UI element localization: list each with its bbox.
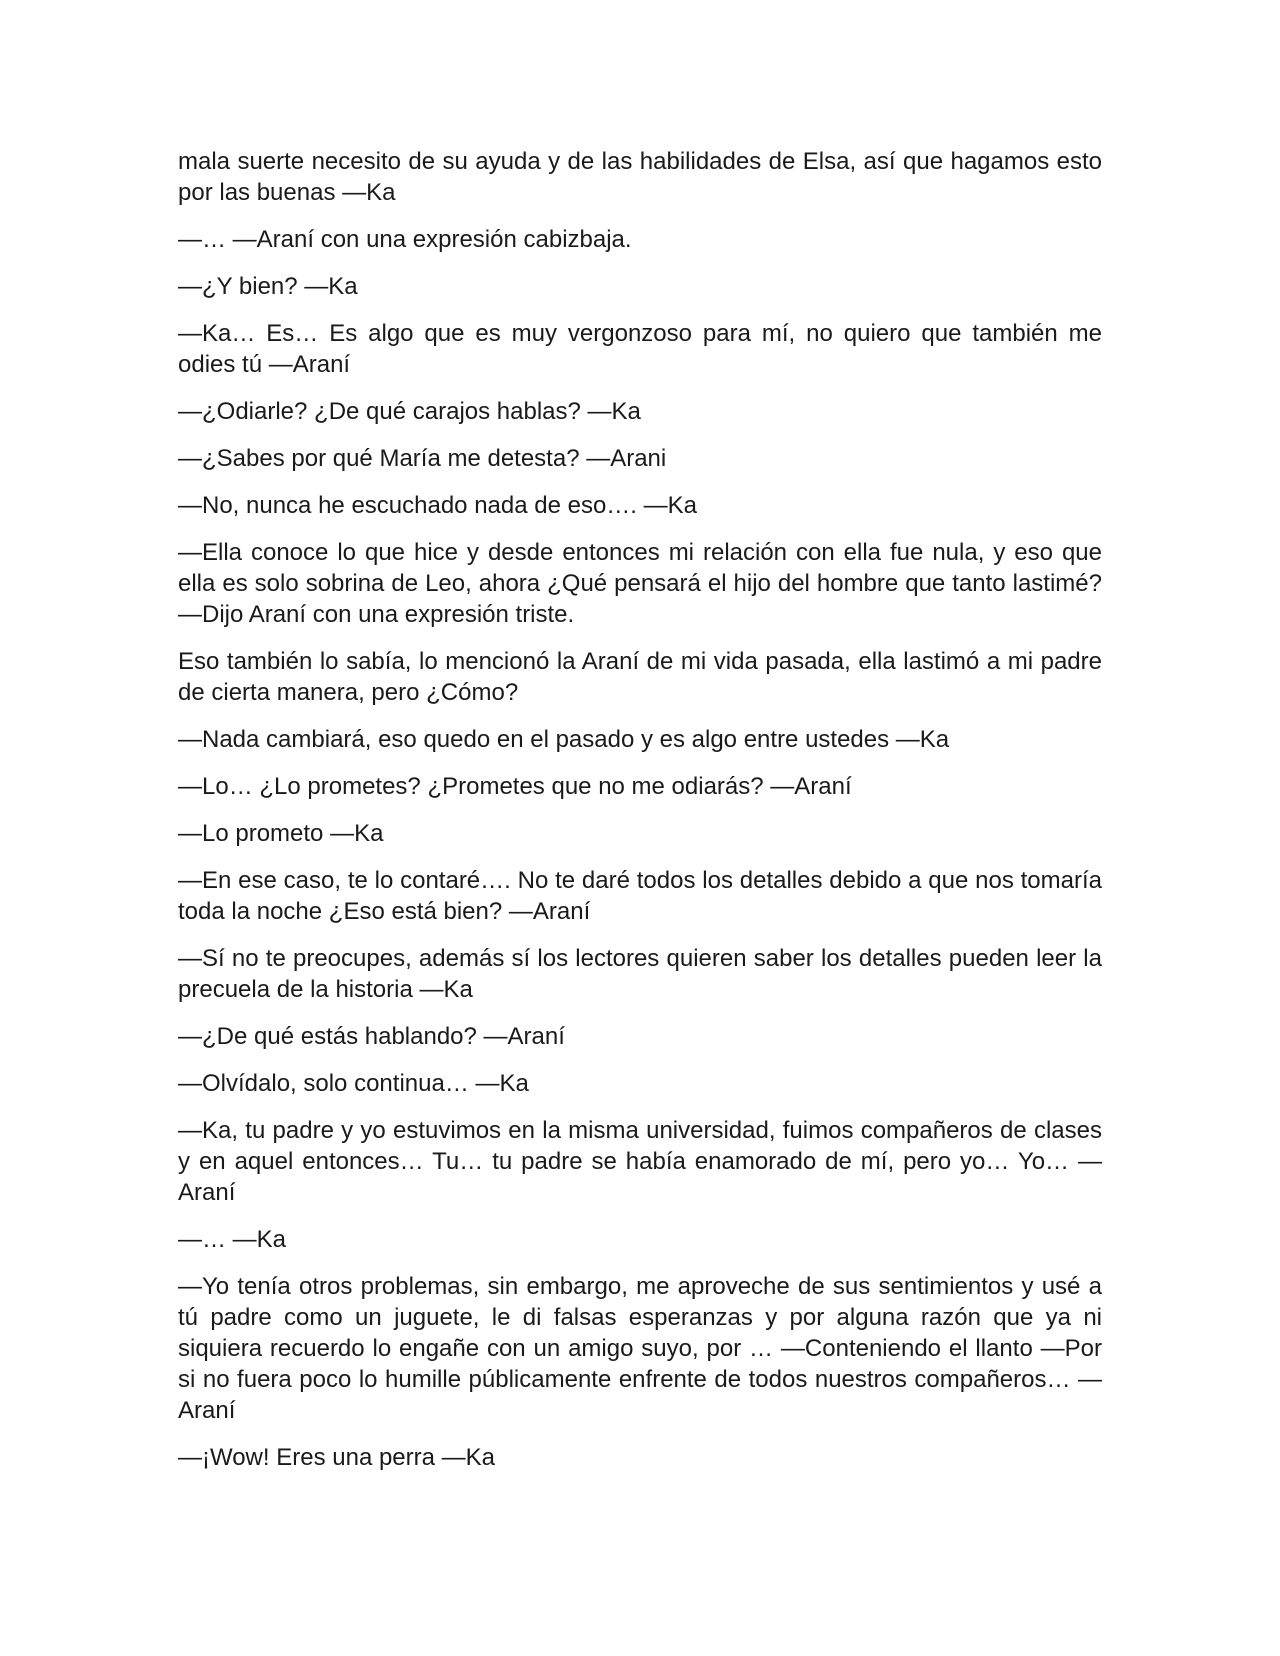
paragraph: —Nada cambiará, eso quedo en el pasado y es algo entre ustedes —Ka [178, 726, 950, 753]
paragraph: —Ka, tu padre y yo estuvimos en la misma universidad, fuimos compañeros de clases y en aquel entonces… Tu… tu padre se había enamorado de mí, pero yo… Yo… —Araní [178, 1117, 1102, 1206]
paragraph: —… —Ka [178, 1226, 287, 1253]
paragraph: —¿De qué estás hablando? —Araní [178, 1023, 565, 1050]
paragraph: Eso también lo sabía, lo mencionó la Araní de mi vida pasada, ella lastimó a mi padre de cierta manera, pero ¿Cómo? [178, 648, 1102, 706]
paragraph: —… —Araní con una expresión cabizbaja. [178, 226, 632, 253]
paragraph: —Ella conoce lo que hice y desde entonces mi relación con ella fue nula, y eso que ella es solo sobrina de Leo, ahora ¿Qué pensará el hijo del hombre que tanto lastimé? —Dijo Araní con una expresión triste. [178, 539, 1102, 628]
paragraph: mala suerte necesito de su ayuda y de las habilidades de Elsa, así que hagamos esto por las buenas —Ka [178, 148, 1102, 206]
paragraph: —Sí no te preocupes, además sí los lectores quieren saber los detalles pueden leer la precuela de la historia —Ka [178, 945, 1102, 1003]
paragraph: —Ka… Es… Es algo que es muy vergonzoso para mí, no quiero que también me odies tú —Araní [178, 320, 1102, 378]
paragraph: —¿Sabes por qué María me detesta? —Arani [178, 445, 667, 472]
paragraph: —Lo prometo —Ka [178, 820, 384, 847]
paragraph: —¿Odiarle? ¿De qué carajos hablas? —Ka [178, 398, 641, 425]
document-page [178, 146, 1102, 1489]
paragraph: —Lo… ¿Lo prometes? ¿Prometes que no me odiarás? —Araní [178, 773, 852, 800]
paragraph: —En ese caso, te lo contaré…. No te daré todos los detalles debido a que nos tomaría toda la noche ¿Eso está bien? —Araní [178, 867, 1102, 925]
paragraph: —¿Y bien? —Ka [178, 273, 358, 300]
paragraph: —Yo tenía otros problemas, sin embargo, me aproveche de sus sentimientos y usé a tú padre como un juguete, le di falsas esperanzas y por alguna razón que ya ni siquiera recuerdo lo engañe con un amigo suyo, por … —Conteniendo el llanto —Por si no fuera poco lo humille públicamente enfrente de todos nuestros compañeros… —Araní [178, 1273, 1102, 1424]
paragraph: —Olvídalo, solo continua… —Ka [178, 1070, 529, 1097]
paragraph: —No, nunca he escuchado nada de eso…. —Ka [178, 492, 697, 519]
paragraph: —¡Wow! Eres una perra —Ka [178, 1444, 496, 1471]
